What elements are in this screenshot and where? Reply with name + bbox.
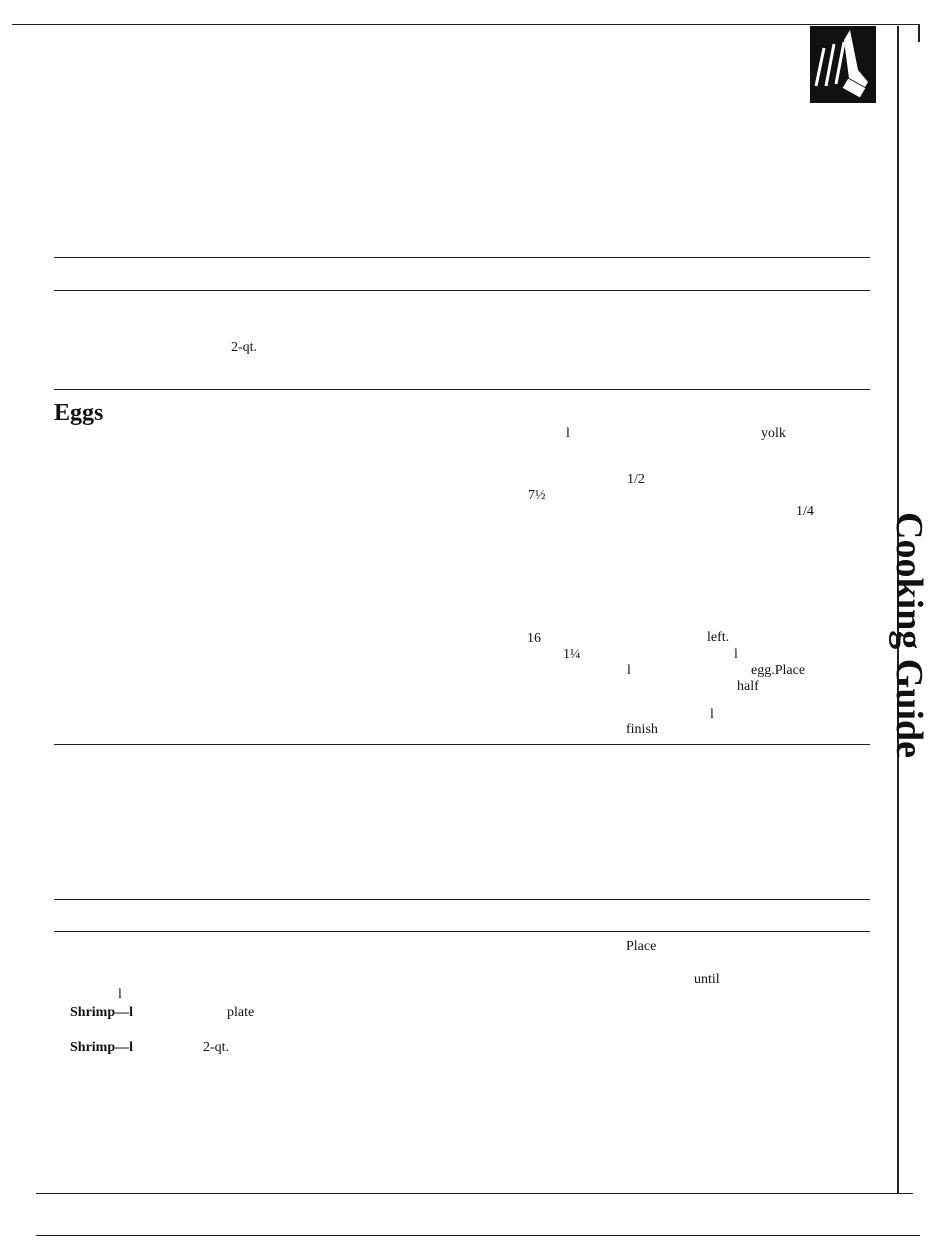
seafood-fragment-shrimp-2: Shrimp—l (70, 1040, 134, 1055)
eggs-fragment-one-quarter: 1¼ (563, 647, 581, 662)
eggs-fragment-finish: finish (626, 722, 658, 737)
bottom-rule-2 (36, 1235, 920, 1236)
table-rule-5 (54, 899, 870, 900)
seafood-fragment-shrimp-1: Shrimp—l (70, 1005, 134, 1020)
side-tab-cap (897, 1193, 913, 1194)
table-rule-2 (54, 290, 870, 291)
top-rule (12, 24, 920, 25)
top-qt-text: 2-qt. (231, 340, 258, 355)
eggs-fragment-left: left. (707, 630, 730, 645)
table-rule-1 (54, 257, 870, 258)
eggs-fragment-egg-place: egg.Place (751, 663, 806, 678)
side-tab-label: Cooking Guide (888, 512, 930, 759)
eggs-fragment-one-a: l (566, 426, 570, 441)
seafood-fragment-qt: 2-qt. (203, 1040, 230, 1055)
side-tab-edge (918, 24, 920, 42)
table-rule-3 (54, 389, 870, 390)
eggs-fragment-half-frac: 1/2 (627, 472, 645, 487)
eggs-fragment-yolk: yolk (761, 426, 786, 441)
eggs-heading: Eggs (54, 400, 104, 426)
logo (810, 26, 876, 103)
eggs-fragment-quarter: 1/4 (796, 504, 814, 519)
eggs-fragment-sixteen: 16 (527, 631, 541, 646)
bottom-rule-1 (36, 1193, 912, 1194)
eggs-fragment-one-b: l (734, 647, 738, 662)
table-rule-4 (54, 744, 870, 745)
seafood-fragment-plate: plate (227, 1005, 255, 1020)
eggs-fragment-one-d: l (710, 707, 714, 722)
eggs-fragment-half: half (737, 679, 759, 694)
seafood-fragment-place: Place (626, 939, 657, 954)
eggs-fragment-one-c: l (627, 663, 631, 678)
seafood-fragment-until: until (694, 972, 720, 987)
table-rule-6 (54, 931, 870, 932)
eggs-fragment-seven-half: 7½ (528, 488, 546, 503)
seafood-fragment-one: l (118, 987, 122, 1002)
hand-pressing-button-icon (810, 26, 876, 103)
